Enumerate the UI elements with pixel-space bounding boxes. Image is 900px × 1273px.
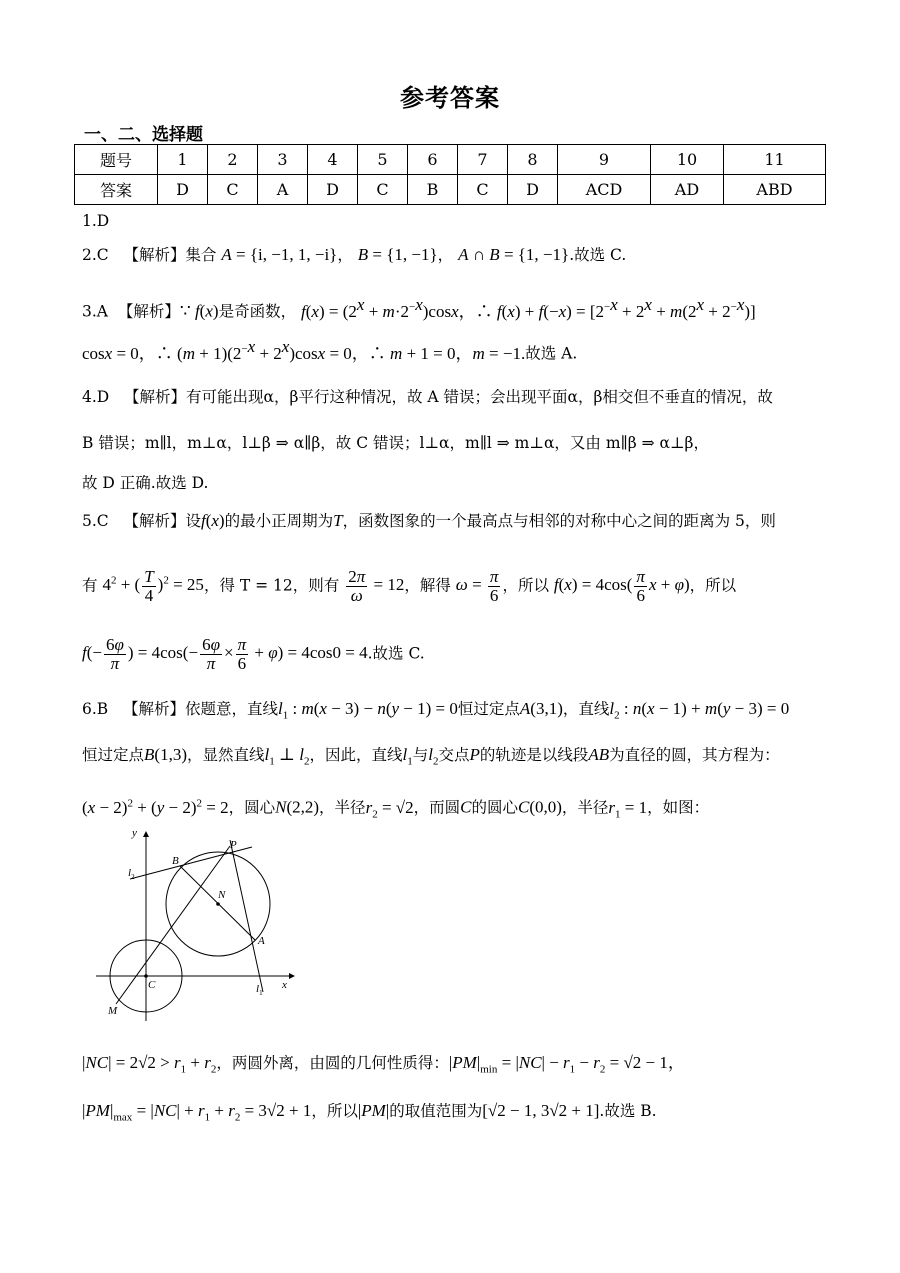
- table-cell: A: [258, 175, 308, 205]
- table-cell: ABD: [724, 175, 826, 205]
- table-cell: 11: [724, 145, 826, 175]
- answer-6-line-2: 恒过定点B(1,3)，显然直线$l_1$ ⊥ $l_2$，因此，直线$l_1$与$l_2$交点P的轨迹是以线段AB为直径的圆，其方程为：: [82, 745, 780, 768]
- line-l1: [230, 840, 263, 992]
- label-y: y: [132, 827, 137, 839]
- answer-6-line-5: $|PM|_{max} = |NC| + r_1 + r_2 = 3√2 + 1$，所以|PM|的取值范围为[√2 − 1, 3√2 + 1].故选 B.: [82, 1101, 657, 1124]
- table-cell: 8: [508, 145, 558, 175]
- table-cell: 3: [258, 145, 308, 175]
- answer-5-line-1: 5.C 【解析】设f(x)的最小正周期为T，函数图象的一个最高点与相邻的对称中心之间的距离为 5，则: [82, 511, 776, 530]
- table-row-question-numbers: [75, 145, 826, 175]
- label-l2: $l_2$: [128, 867, 135, 881]
- table-cell: C: [458, 175, 508, 205]
- segment-pm: [116, 846, 230, 1004]
- answer-5-line-3: f(− $\frac{6\varphi}{\pi}$ ) = 4cos(− $\frac{6\varphi}{\pi}$ × $\frac{\pi}{6}$ + φ) = 4cos0 = 4.故选 C.: [82, 635, 425, 673]
- label-n: N: [218, 889, 226, 901]
- label-c: C: [148, 979, 156, 991]
- answer-6-line-3: $(x - 2)^2 + (y - 2)^2 = 2$，圆心N(2,2)，半径$r_2 = √2$，而圆C的圆心C(0,0)，半径$r_1 = 1$，如图：: [82, 797, 710, 821]
- table-cell: D: [158, 175, 208, 205]
- table-cell: C: [208, 175, 258, 205]
- table-cell: 10: [651, 145, 724, 175]
- answer-1: 1.D: [82, 212, 110, 230]
- table-cell: 7: [458, 145, 508, 175]
- answer-table: [74, 144, 826, 205]
- table-cell: B: [408, 175, 458, 205]
- answer-2: 2.C 【解析】集合 A = {i, −1, 1, −i}， B = {1, −1}， A ∩ B = {1, −1}.故选 C.: [82, 245, 627, 264]
- table-cell: D: [308, 175, 358, 205]
- answer-3-line-2: cosx = 0，∴ $(m + 1)(2^{-x} + 2^x)\cos x = 0$，∴ m + 1 = 0，m = −1.故选 A.: [82, 337, 578, 363]
- label-a: A: [258, 935, 265, 947]
- table-cell: 题号: [75, 145, 158, 175]
- label-m: M: [108, 1005, 118, 1017]
- section-heading: 一、二、选择题: [84, 125, 203, 145]
- answer-5-line-2: 有 $4^2$ + ( $\frac{T}{4}$ )$^2$ = 25，得 T = 12，则有 $\frac{2\pi}{\omega}$ = 12，解得 ω = $\frac{\pi}{6}$ ，所以 f(x) = 4cos( $\frac{\pi}{6}$ x + φ)，所以: [82, 567, 737, 605]
- table-cell: 答案: [75, 175, 158, 205]
- table-cell: 1: [158, 145, 208, 175]
- answer-4-line-2: B 错误；m∥l，m⊥α，l⊥β ⇒ α∥β，故 C 错误；l⊥α，m∥l ⇒ m⊥α，又由 m∥β ⇒ α⊥β，: [82, 434, 710, 452]
- table-cell: AD: [651, 175, 724, 205]
- answer-3-line-1: 3.A 【解析】∵ f(x)是奇函数， $f(x) = (2^x + m\cdot 2^{-x})\cos x$，∴ $f(x) + f(-x) = [2^{-x} + 2^x + m(2^x + 2^{-x})]$: [82, 295, 756, 321]
- table-cell: 9: [558, 145, 651, 175]
- page-title: 参考答案: [400, 83, 500, 112]
- answer-6-line-4: $|NC| = 2√2 > r_1 + r_2$，两圆外离，由圆的几何性质得：$|PM|_{min} = |NC| - r_1 - r_2 = √2 - 1$，: [82, 1053, 685, 1076]
- table-cell: 4: [308, 145, 358, 175]
- table-row-answers: [75, 175, 826, 205]
- table-cell: C: [358, 175, 408, 205]
- answer-6-line-1: 6.B 【解析】依题意，直线$l_1$ : m(x − 3) − n(y − 1) = 0恒过定点A(3,1)，直线$l_2$ : n(x − 1) + m(y − 3) = 0: [82, 699, 790, 722]
- point-n: [216, 902, 220, 906]
- label-l1: $l_1$: [256, 983, 263, 997]
- label-x: x: [282, 979, 287, 991]
- geometry-figure: [96, 826, 306, 1026]
- point-c: [144, 974, 148, 978]
- answer-4-line-1: 4.D 【解析】有可能出现α，β平行这种情况，故 A 错误；会出现平面α，β相交但不垂直的情况，故: [82, 388, 773, 406]
- answer-4-line-3: 故 D 正确.故选 D.: [82, 474, 209, 492]
- table-cell: 6: [408, 145, 458, 175]
- table-cell: ACD: [558, 175, 651, 205]
- label-b: B: [172, 855, 179, 867]
- table-cell: 5: [358, 145, 408, 175]
- label-p: P: [230, 839, 237, 851]
- table-cell: D: [508, 175, 558, 205]
- line-l2: [130, 847, 252, 879]
- table-cell: 2: [208, 145, 258, 175]
